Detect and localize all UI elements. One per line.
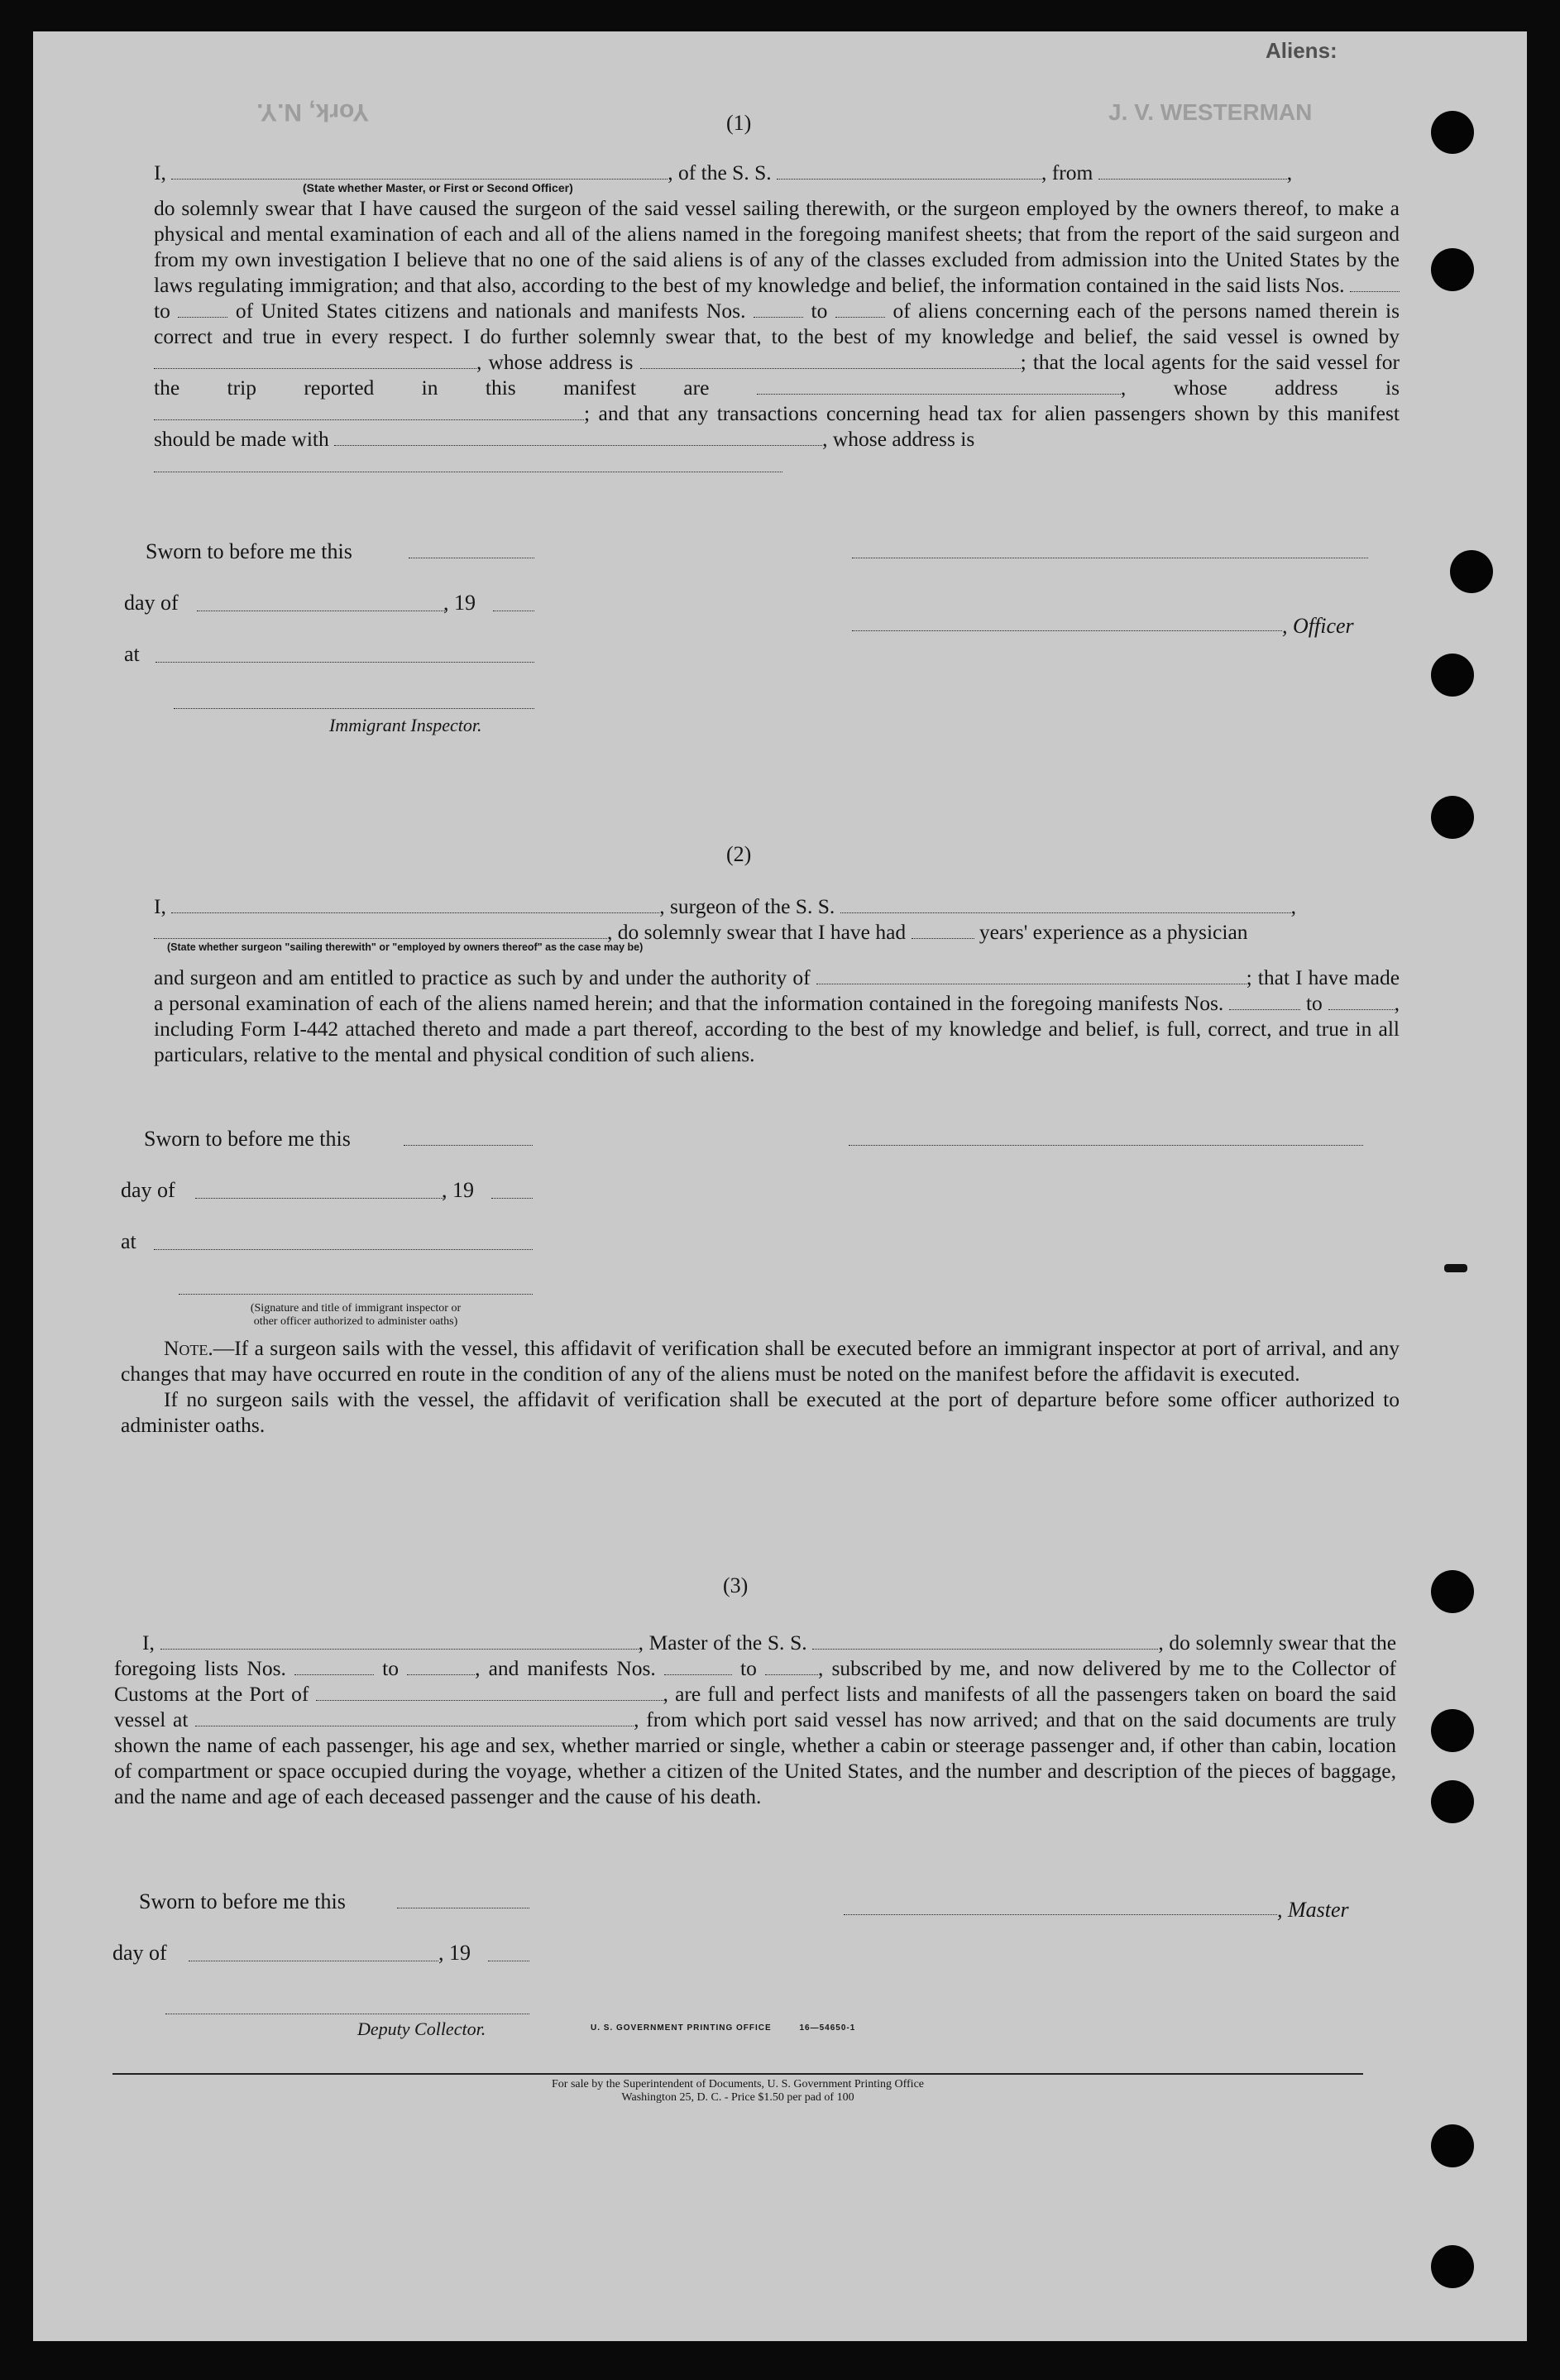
list-no-from-field[interactable]	[1350, 275, 1400, 292]
sworn-label-2: Sworn to before me this	[144, 1127, 351, 1151]
print-code: 16—54650-1	[799, 2023, 856, 2033]
sale-line: For sale by the Superintendent of Documents, U. S. Government Printing Office	[552, 2078, 924, 2090]
at-field-1[interactable]	[156, 662, 534, 663]
authority-field[interactable]	[816, 967, 1247, 984]
section-3-oath	[114, 1630, 1396, 1809]
at-label-2: at	[121, 1229, 136, 1253]
label: ;	[1246, 965, 1252, 989]
officer-title-line[interactable]	[852, 630, 1282, 631]
at-field-2[interactable]	[154, 1249, 533, 1250]
surgeon-note: (State whether surgeon "sailing therewith" or "employed by owners thereof" as the case may be)	[167, 941, 644, 953]
label: to	[1305, 991, 1323, 1015]
inspector-label: Immigrant Inspector.	[329, 715, 482, 735]
year-label-1: , 19	[443, 591, 476, 615]
label: , Master of the S. S.	[638, 1631, 807, 1655]
sale-line: Washington 25, D. C. - Price $1.50 per pad of 100	[621, 2091, 854, 2104]
label: , and manifests Nos.	[475, 1656, 656, 1680]
punch-hole	[1431, 2124, 1474, 2167]
paragraph-text: , are full and perfect lists and manifests of all the passengers taken on board the said vessel at	[114, 1682, 1396, 1731]
from-port-field[interactable]	[1098, 162, 1287, 180]
signature-note	[174, 1302, 538, 1329]
paragraph-text: , subscribed by me, and now delivered by me to the Collector of Customs at the Port of	[114, 1656, 1397, 1706]
day-of-field-2[interactable]	[195, 1198, 443, 1199]
paragraph-text: of aliens concerning each of the persons named therein is correct and true in every respect. I do further solemnly swear that, to the best of my knowledge and belief, the said vessel is owned by	[154, 299, 1400, 348]
surgeon-signature-line[interactable]	[849, 1145, 1363, 1146]
owner-field[interactable]	[154, 352, 476, 369]
punch-hole	[1431, 1709, 1474, 1752]
officer-name-field[interactable]	[171, 162, 668, 180]
punch-hole	[1431, 654, 1474, 697]
paragraph-text: that I have made a personal examination of each of the aliens named herein; and that the information contained in the foregoing manifests Nos.	[154, 965, 1400, 1015]
print-office-text: U. S. GOVERNMENT PRINTING OFFICE	[591, 2023, 772, 2033]
year-field-2[interactable]	[491, 1198, 533, 1199]
sworn-day-field-2[interactable]	[404, 1145, 533, 1146]
label: I,	[154, 894, 166, 918]
footer-rule	[112, 2073, 1363, 2075]
manifest-no-from-field[interactable]	[754, 300, 803, 318]
year-label-2: , 19	[442, 1178, 474, 1202]
surgeon-name-field[interactable]	[171, 896, 659, 913]
officer-note: (State whether Master, or First or Second Officer)	[303, 181, 573, 194]
note-block	[121, 1335, 1400, 1438]
label: , whose address is	[476, 350, 634, 374]
surgeon-manifest-from-field[interactable]	[1229, 993, 1300, 1010]
label: whose address is	[1173, 376, 1400, 400]
ink-mark	[1444, 1264, 1467, 1272]
section-1-oath	[154, 160, 1400, 472]
punch-hole	[1431, 248, 1474, 291]
master-name-field[interactable]	[160, 1632, 639, 1650]
boarding-port-field[interactable]	[195, 1709, 634, 1726]
note-text-2: If no surgeon sails with the vessel, the affidavit of verification shall be executed at the port of departure before some officer authorized to administer oaths.	[121, 1387, 1400, 1437]
master-signature-line[interactable]	[844, 1914, 1277, 1915]
label: , from	[1041, 160, 1093, 184]
year-label-3: , 19	[438, 1941, 471, 1965]
officer-label: , Officer	[1282, 614, 1354, 638]
surgeon-vessel-field[interactable]	[840, 896, 1291, 913]
punch-hole	[1431, 796, 1474, 839]
punch-hole	[1431, 111, 1474, 154]
day-of-label-1: day of	[124, 591, 179, 615]
head-tax-party-field[interactable]	[334, 429, 822, 446]
sale-notice	[407, 2078, 1069, 2105]
stamp-top-left: York, N.Y.	[256, 98, 370, 126]
label: to	[154, 299, 170, 323]
punch-hole	[1431, 1780, 1474, 1823]
label: ,	[1120, 376, 1127, 400]
signature-note-line: (Signature and title of immigrant inspector or	[250, 1302, 462, 1315]
years-experience-field[interactable]	[912, 922, 974, 939]
punch-hole	[1450, 550, 1493, 593]
vessel-name-field[interactable]	[777, 162, 1041, 180]
label: years' experience as a physician	[979, 920, 1248, 944]
paragraph-text: do solemnly swear that I have caused the surgeon of the said vessel sailing therewith, or the surgeon employed by the owners thereof, to make a physical and mental examination of each and all of the aliens named in the foregoing manifest sheets; that from the report of the said surgeon and from my own investigation I believe that no one of the said aliens is of any of the classes excluded from admission into the United States by the laws regulating immigration; and that also, according to the best of my knowledge and belief, the information contained in the said lists Nos.	[154, 196, 1400, 297]
master-label: , Master	[1277, 1898, 1349, 1922]
paragraph-text: and surgeon and am entitled to practice as such by and under the authority of	[154, 965, 811, 989]
label: , whose address is	[822, 427, 975, 451]
inspector-signature-line[interactable]	[174, 708, 534, 709]
punch-hole	[1431, 1570, 1474, 1613]
print-office	[591, 2023, 855, 2033]
master-list-from-field[interactable]	[294, 1658, 374, 1675]
surgeon-manifest-to-field[interactable]	[1328, 993, 1395, 1010]
label: to	[382, 1656, 399, 1680]
paragraph-text: of United States citizens and nationals and manifests Nos.	[235, 299, 746, 323]
label: I,	[142, 1631, 155, 1655]
label: ,	[1290, 894, 1297, 918]
label: , of the S. S.	[668, 160, 772, 184]
note-text: —If a surgeon sails with the vessel, this affidavit of verification shall be executed before an immigrant inspector at port of arrival, and any changes that may have occurred en route in the condition of any of the aliens must be noted on the manifest before the affidavit is executed.	[121, 1336, 1400, 1386]
owner-address-field[interactable]	[640, 352, 1021, 369]
stamp-top-right: Aliens:	[1266, 38, 1337, 63]
at-label-1: at	[124, 642, 140, 666]
label: , do solemnly	[1158, 1631, 1274, 1655]
label: ,	[1286, 160, 1293, 184]
stamp-top-right-sub: J. V. WESTERMAN	[1108, 99, 1313, 125]
collector-port-field[interactable]	[316, 1683, 663, 1701]
label: ;	[1020, 350, 1026, 374]
surgeon-status-field[interactable]	[154, 922, 607, 939]
master-vessel-field[interactable]	[812, 1632, 1158, 1650]
paragraph-text: that the local agents for the said vessel for the trip reported in this manifest are	[154, 350, 1400, 400]
agents-address-field[interactable]	[154, 403, 584, 420]
master-manifest-to-field[interactable]	[765, 1658, 818, 1675]
paragraph-text: , from which port said vessel has now arrived; and that on the said documents are truly shown the name of each passenger, his age and sex, whether married or single, whether a cabin or steerage passenger and, if other than cabin, location of compartment or space occupied during the voyage, whether a citizen of the United States, and the number and description of the pieces of baggage, and the name and age of each deceased passenger and the cause of his death.	[114, 1707, 1396, 1808]
label: to	[740, 1656, 757, 1680]
section-2-oath	[154, 893, 1400, 1067]
section-2-number: (2)	[726, 842, 752, 866]
master-manifest-from-field[interactable]	[664, 1658, 732, 1675]
collector-label: Deputy Collector.	[357, 2018, 486, 2039]
manifest-no-to-field[interactable]	[835, 300, 885, 318]
label: , surgeon of the S. S.	[659, 894, 835, 918]
section-1-number: (1)	[726, 111, 752, 135]
label: to	[811, 299, 828, 323]
punch-hole	[1431, 2245, 1474, 2288]
sworn-label-1: Sworn to before me this	[146, 539, 352, 563]
paragraph-text: , including Form I-442 attached thereto and made a part thereof, according to the best of my knowledge and belief, is full, correct, and true in all particulars, relative to the mental and physical condition of such aliens.	[154, 991, 1400, 1066]
sworn-label-3: Sworn to before me this	[139, 1889, 346, 1913]
paragraph-text: ; and that any transactions concerning head tax for alien passengers shown by this manifest should be made with	[154, 401, 1400, 451]
master-list-to-field[interactable]	[407, 1658, 475, 1675]
signature-note-line: other officer authorized to administer oaths)	[253, 1315, 458, 1328]
note-label: Note.	[164, 1336, 213, 1360]
day-of-label-3: day of	[112, 1941, 167, 1965]
label: , do solemnly swear that I have had	[607, 920, 907, 944]
list-no-to-field[interactable]	[178, 300, 227, 318]
head-tax-address-field[interactable]	[154, 455, 782, 472]
label: I,	[154, 160, 166, 184]
section-3-number: (3)	[723, 1573, 749, 1597]
inspector-signature-line-2[interactable]	[179, 1294, 533, 1295]
form-page	[33, 31, 1527, 2341]
day-of-label-2: day of	[121, 1178, 175, 1202]
local-agents-field[interactable]	[757, 377, 1121, 395]
paragraph-text: swear that the foregoing lists Nos.	[114, 1631, 1397, 1680]
